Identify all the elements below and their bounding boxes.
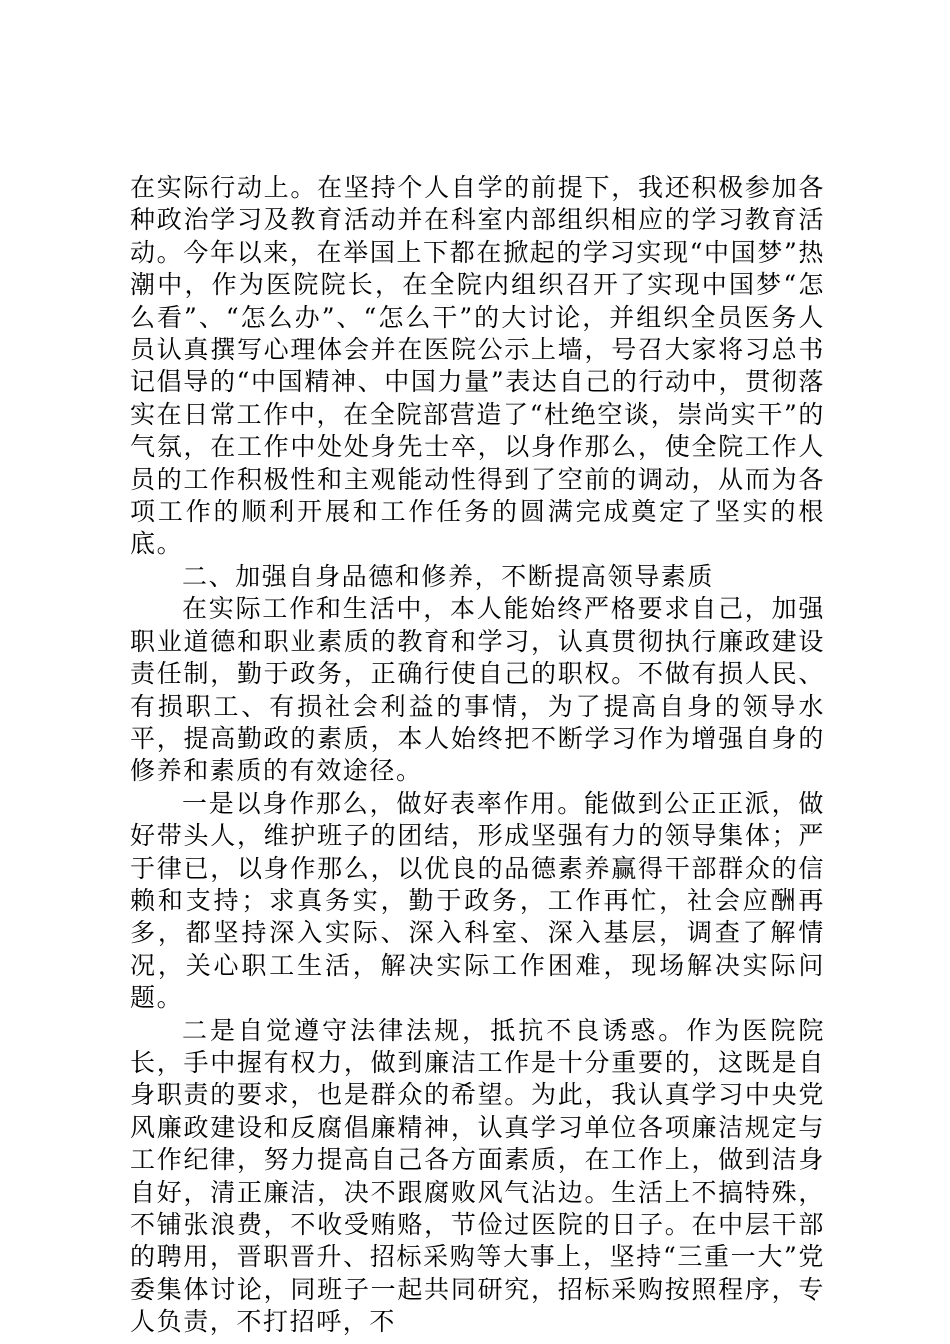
document-body [130,172,825,1339]
paragraph-law-compliance: 二是自觉遵守法律法规，抵抗不良诱惑。作为医院院长，手中握有权力，做到廉洁工作是十分重要的，这既是自身职责的要求，也是群众的希望。为此，我认真学习中央党风廉政建设和反腐倡廉精神，认真学习单位各项廉洁规定与工作纪律，努力提高自己各方面素质，在工作上，做到洁身自好，清正廉洁，决不跟腐败风气沾边。生活上不搞特殊，不铺张浪费，不收受贿赂，节俭过医院的日子。在中层干部的聘用，晋职晋升、招标采购等大事上，坚持“三重一大”党委集体讨论，同班子一起共同研究，招标采购按照程序，专人负责，不打招呼，不 [130,1015,825,1337]
section-heading: 二、加强自身品德和修养，不断提高领导素质 [182,561,715,591]
paragraph-self-discipline: 在实际工作和生活中，本人能始终严格要求自己，加强职业道德和职业素质的教育和学习，认真贯彻执行廉政建设责任制，勤于政务，正确行使自己的职权。不做有损人民、有损职工、有损社会利益的事情，为了提高自身的领导水平，提高勤政的素质，本人始终把不断学习作为增强自身的修养和素质的有效途径。 [130,594,825,786]
paragraph-lead-by-example: 一是以身作那么，做好表率作用。能做到公正正派，做好带头人，维护班子的团结，形成坚强有力的领导集体；严于律已，以身作那么，以优良的品德素养赢得干部群众的信赖和支持；求真务实，勤于政务，工作再忙，社会应酬再多，都坚持深入实际、深入科室、深入基层，调查了解情况，关心职工生活，解决实际工作困难，现场解决实际问题。 [130,788,825,1013]
paragraph-continuation: 在实际行动上。在坚持个人自学的前提下，我还积极参加各种政治学习及教育活动并在科室内部组织相应的学习教育活动。今年以来，在举国上下都在掀起的学习实现“中国梦”热潮中，作为医院院长，在全院内组织召开了实现中国梦“怎么看”、“怎么办”、“怎么干”的大讨论，并组织全员医务人员认真撰写心理体会并在医院公示上墙，号召大家将习总书记倡导的“中国精神、中国力量”表达自己的行动中，贯彻落实在日常工作中，在全院部营造了“杜绝空谈，崇尚实干”的气氛，在工作中处处身先士卒，以身作那么，使全院工作人员的工作积极性和主观能动性得到了空前的调动，从而为各项工作的顺利开展和工作任务的圆满完成奠定了坚实的根底。 [130,173,825,559]
